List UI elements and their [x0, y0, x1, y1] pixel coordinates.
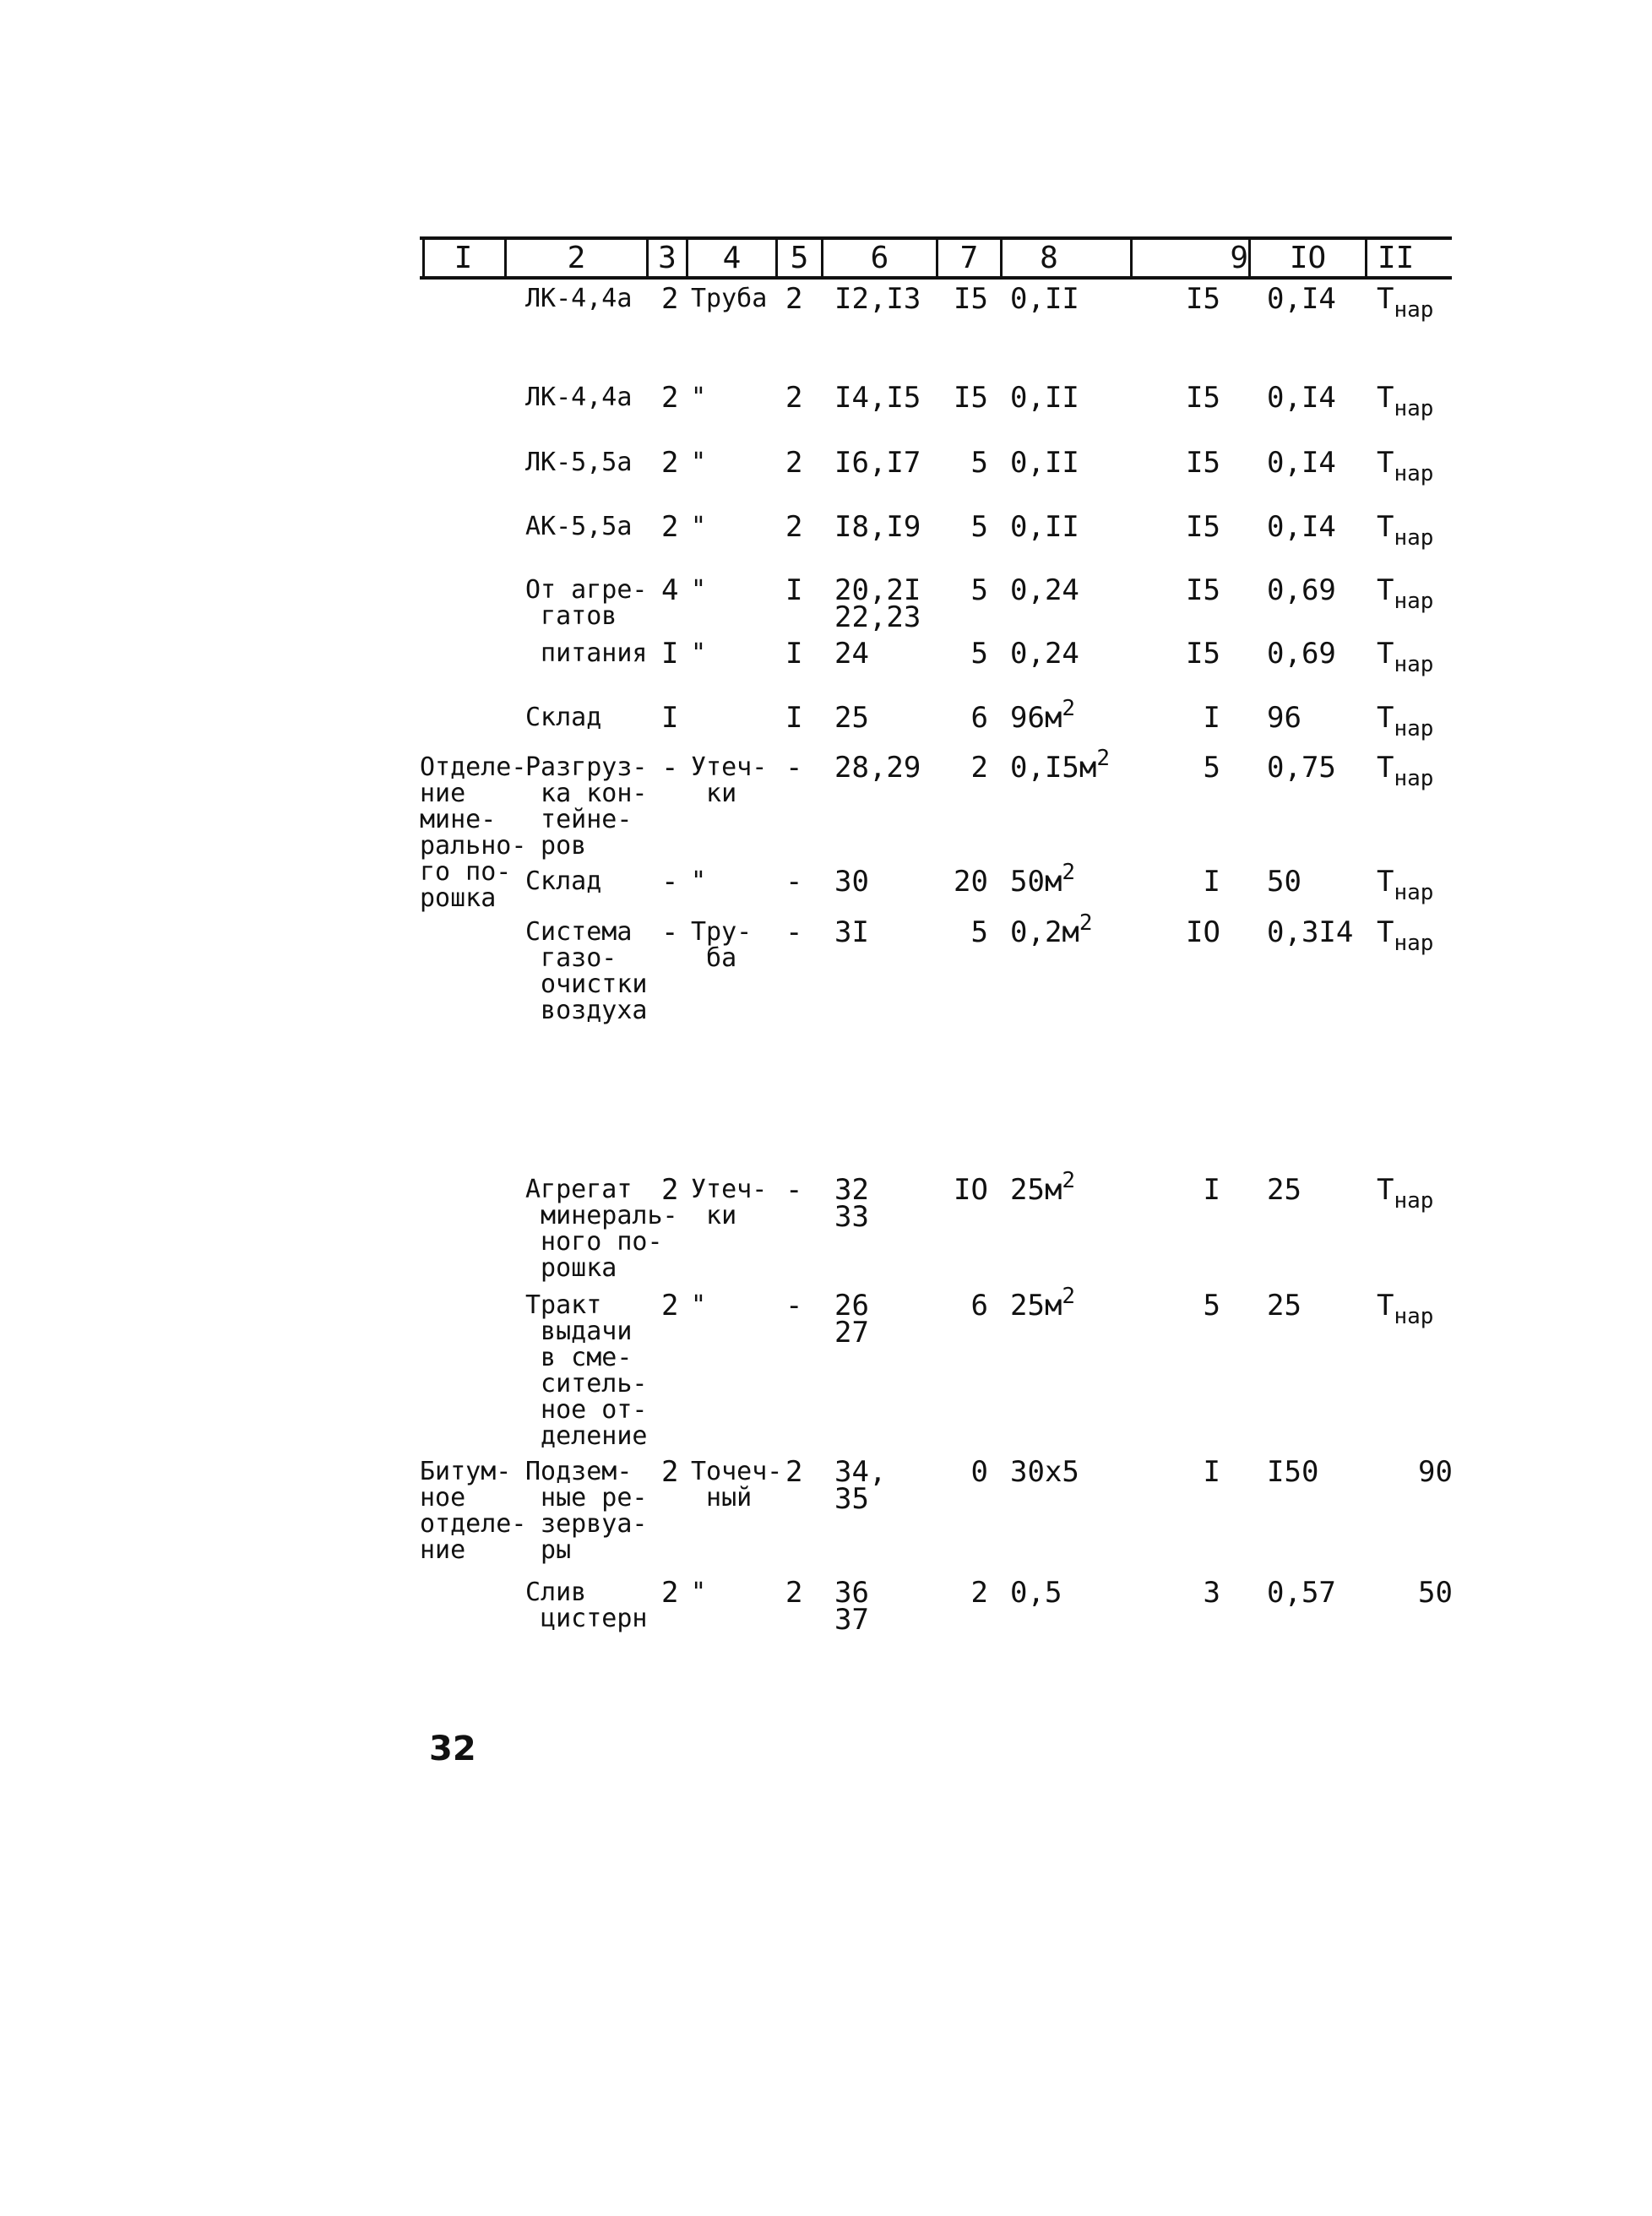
table-cell-col-8: 0,II: [1010, 510, 1079, 544]
column-header: 7: [959, 241, 979, 275]
column-header: II: [1378, 241, 1415, 275]
subscript: нар: [1394, 297, 1434, 323]
table-cell-col-7: 5: [970, 573, 988, 607]
table-cell-col-10: 25: [1267, 1289, 1301, 1323]
subscript: нар: [1394, 1304, 1434, 1329]
table-cell-col-5: -: [785, 1173, 803, 1207]
table-cell-col-6: I2,I3: [834, 282, 921, 316]
subscript: нар: [1394, 589, 1434, 614]
table-cell-col-3: 2: [661, 1173, 679, 1207]
table-cell-col-9: 5: [1203, 751, 1220, 785]
table-cell-col-3: 2: [661, 381, 679, 415]
table-cell-col-8: 0,24: [1010, 573, 1079, 607]
table-cell-col-4: ": [691, 1290, 707, 1320]
table-cell-col-7: I5: [954, 282, 988, 316]
table-cell-col-4: ": [691, 575, 707, 605]
table-cell-col-9: I5: [1186, 510, 1220, 544]
table-cell-col-5: 2: [785, 510, 803, 544]
subscript: нар: [1394, 461, 1434, 486]
table-cell-col-9: I: [1203, 1455, 1220, 1489]
table-cell-col-2: питания: [525, 638, 648, 668]
table-cell-col-2: Склад: [525, 703, 602, 732]
table-cell-col-10: 0,I4: [1267, 446, 1336, 480]
subscript: нар: [1394, 525, 1434, 551]
table-cell-col-5: 2: [785, 381, 803, 415]
table-cell-col-3: -: [661, 751, 679, 785]
table-cell-col-4: Точеч- ный: [691, 1457, 783, 1513]
table-cell-col-11: $Т_{нар}$: [1377, 637, 1434, 677]
table-cell-col-3: 2: [661, 510, 679, 544]
table-cell-col-7: 5: [970, 637, 988, 671]
table-cell-col-8: $96м^2$: [1010, 696, 1076, 735]
table-cell-col-6: 26 27: [834, 1289, 869, 1350]
table-cell-col-2: ЛК-4,4а: [525, 284, 633, 313]
column-header: 9: [1230, 241, 1248, 275]
table-cell-col-9: I5: [1186, 282, 1220, 316]
table-cell-col-9: I5: [1186, 573, 1220, 607]
subscript: нар: [1394, 766, 1434, 791]
table-cell-col-6: 34, 35: [834, 1455, 887, 1516]
table-cell-col-10: 96: [1267, 701, 1301, 735]
table-cell-col-3: I: [661, 637, 679, 671]
table-cell-col-9: I5: [1186, 637, 1220, 671]
table-cell-col-6: 24: [834, 637, 869, 671]
table-cell-col-3: I: [661, 701, 679, 735]
table-cell-col-9: I5: [1186, 446, 1220, 480]
table-cell-col-7: 20: [954, 865, 988, 899]
page-number: 32: [429, 1730, 476, 1768]
table-cell-col-2: Склад: [525, 866, 602, 896]
table-cell-col-4: ": [691, 448, 707, 477]
table-cell-col-5: -: [785, 751, 803, 785]
table-cell-col-11: $Т_{нар}$: [1377, 573, 1434, 614]
table-cell-col-8: 0,24: [1010, 637, 1079, 671]
table-cell-col-4: ": [691, 512, 707, 541]
table-cell-col-6: 20,2I 22,23: [834, 573, 921, 634]
table-cell-col-4: Утеч- ки: [691, 1175, 768, 1230]
table-cell-col-6: 36 37: [834, 1576, 869, 1637]
table-cell-col-11: $Т_{нар}$: [1377, 381, 1434, 421]
table-cell-col-3: 2: [661, 282, 679, 316]
superscript: 2: [1062, 1168, 1076, 1193]
table-cell-col-4: ": [691, 383, 707, 412]
column-header: 5: [790, 241, 809, 275]
table-cell-col-3: 2: [661, 1576, 679, 1610]
table-cell-col-5: I: [785, 637, 803, 671]
table-cell-col-7: 5: [970, 446, 988, 480]
column-header: 8: [1040, 241, 1058, 275]
table-cell-col-8: 30х5: [1010, 1455, 1079, 1489]
table-cell-col-11: 50: [1418, 1576, 1453, 1610]
table-cell-col-10: 0,69: [1267, 573, 1336, 607]
table-cell-col-7: 0: [970, 1455, 988, 1489]
table-cell-col-9: 5: [1203, 1289, 1220, 1323]
table-cell-col-2: От агре- гатов: [525, 575, 648, 631]
table-cell-col-10: I50: [1267, 1455, 1319, 1489]
table-cell-col-2: Система газо- очистки воздуха: [525, 917, 648, 1025]
table-cell-col-2: ЛК-5,5а: [525, 448, 633, 477]
table-cell-col-9: I5: [1186, 381, 1220, 415]
table-cell-col-7: I5: [954, 381, 988, 415]
table-cell-col-9: I: [1203, 865, 1220, 899]
table-cell-col-8: 0,5: [1010, 1576, 1062, 1610]
table-cell-col-6: 28,29: [834, 751, 921, 785]
table-cell-col-3: 2: [661, 446, 679, 480]
subscript: нар: [1394, 652, 1434, 677]
column-header: 4: [722, 241, 742, 275]
column-header: 6: [870, 241, 889, 275]
table-cell-col-3: 4: [661, 573, 679, 607]
table-cell-col-5: -: [785, 915, 803, 949]
table-cell-col-11: $Т_{нар}$: [1377, 915, 1434, 956]
table-cell-col-6: 3I: [834, 915, 869, 949]
table-cell-col-10: 0,69: [1267, 637, 1336, 671]
table-cell-col-10: 25: [1267, 1173, 1301, 1207]
table-cell-col-7: 5: [970, 915, 988, 949]
table-cell-col-6: I4,I5: [834, 381, 921, 415]
table-cell-col-4: ": [691, 866, 707, 896]
table-cell-col-8: $0,I5м^2$: [1010, 746, 1111, 785]
table-cell-col-8: $0,2м^2$: [1010, 910, 1093, 949]
table-cell-col-1: Битум- ное отделе- ние: [420, 1457, 527, 1565]
table-cell-col-10: 50: [1267, 865, 1301, 899]
table-cell-col-5: 2: [785, 1455, 803, 1489]
table-cell-col-10: 0,75: [1267, 751, 1336, 785]
table-cell-col-2: Разгруз- ка кон- тейне- ров: [525, 752, 648, 861]
table-cell-col-11: 90: [1418, 1455, 1453, 1489]
column-header: I: [454, 241, 473, 275]
table-cell-col-4: Тру- ба: [691, 917, 753, 973]
table-cell-col-8: $25м^2$: [1010, 1168, 1076, 1207]
table-cell-col-2: Подзем- ные ре- зервуа- ры: [525, 1457, 648, 1565]
superscript: 2: [1096, 746, 1111, 771]
table-cell-col-1: Отделе- ние мине- рально- го по- рошка: [420, 752, 527, 913]
table-cell-col-8: 0,II: [1010, 446, 1079, 480]
superscript: 2: [1062, 1284, 1076, 1309]
table-cell-col-6: I8,I9: [834, 510, 921, 544]
table-cell-col-11: $Т_{нар}$: [1377, 282, 1434, 323]
table-cell-col-2: ЛК-4,4а: [525, 383, 633, 412]
table-cell-col-11: $Т_{нар}$: [1377, 701, 1434, 741]
subscript: нар: [1394, 880, 1434, 905]
superscript: 2: [1062, 860, 1076, 885]
table-cell-col-2: Слив цистерн: [525, 1578, 648, 1633]
table-cell-col-10: 0,I4: [1267, 381, 1336, 415]
subscript: нар: [1394, 396, 1434, 421]
table-cell-col-11: $Т_{нар}$: [1377, 865, 1434, 905]
table-cell-col-11: $Т_{нар}$: [1377, 1173, 1434, 1214]
subscript: нар: [1394, 716, 1434, 741]
table-cell-col-5: -: [785, 1289, 803, 1323]
table-cell-col-3: -: [661, 915, 679, 949]
table-cell-col-10: 0,I4: [1267, 282, 1336, 316]
table-cell-col-8: $50м^2$: [1010, 860, 1076, 899]
table-cell-col-5: I: [785, 573, 803, 607]
subscript: нар: [1394, 931, 1434, 956]
table-cell-col-9: 3: [1203, 1576, 1220, 1610]
table-cell-col-10: 0,57: [1267, 1576, 1336, 1610]
table-cell-col-6: I6,I7: [834, 446, 921, 480]
table-cell-col-7: 6: [970, 1289, 988, 1323]
table-cell-col-10: 0,I4: [1267, 510, 1336, 544]
table-cell-col-11: $Т_{нар}$: [1377, 1289, 1434, 1329]
column-header: 2: [567, 241, 586, 275]
table-cell-col-11: $Т_{нар}$: [1377, 510, 1434, 551]
table-cell-col-7: 5: [970, 510, 988, 544]
table-cell-col-9: I: [1203, 701, 1220, 735]
table-cell-col-4: ": [691, 638, 707, 668]
column-header: IO: [1289, 241, 1327, 275]
table-cell-col-5: 2: [785, 282, 803, 316]
table-cell-col-9: I: [1203, 1173, 1220, 1207]
table-cell-col-8: 0,II: [1010, 381, 1079, 415]
table-cell-col-3: 2: [661, 1289, 679, 1323]
table-cell-col-11: $Т_{нар}$: [1377, 446, 1434, 486]
table-cell-col-7: 2: [970, 1576, 988, 1610]
table-cell-col-7: IO: [954, 1173, 988, 1207]
table-cell-col-7: 2: [970, 751, 988, 785]
table-cell-col-6: 32 33: [834, 1173, 869, 1234]
superscript: 2: [1079, 910, 1093, 936]
table-cell-col-4: Труба: [691, 284, 768, 313]
table-cell-col-5: 2: [785, 1576, 803, 1610]
table-cell-col-3: 2: [661, 1455, 679, 1489]
table-cell-col-5: I: [785, 701, 803, 735]
table-cell-col-10: 0,3I4: [1267, 915, 1354, 949]
column-header: 3: [658, 241, 677, 275]
table-cell-col-3: -: [661, 865, 679, 899]
table-cell-col-2: АК-5,5а: [525, 512, 633, 541]
table-cell-col-5: -: [785, 865, 803, 899]
table-cell-col-8: $25м^2$: [1010, 1284, 1076, 1323]
table-cell-col-7: 6: [970, 701, 988, 735]
table-cell-col-6: 25: [834, 701, 869, 735]
superscript: 2: [1062, 696, 1076, 721]
table-cell-col-8: 0,II: [1010, 282, 1079, 316]
table-cell-col-2: Тракт выдачи в сме- ситель- ное от- деление: [525, 1290, 648, 1451]
table-cell-col-9: IO: [1186, 915, 1220, 949]
subscript: нар: [1394, 1188, 1434, 1214]
table-cell-col-5: 2: [785, 446, 803, 480]
table-cell-col-4: Утеч- ки: [691, 752, 768, 808]
table-cell-col-11: $Т_{нар}$: [1377, 751, 1434, 791]
table-cell-col-4: ": [691, 1578, 707, 1607]
table-cell-col-6: 30: [834, 865, 869, 899]
table-cell-col-2: Агрегат минераль- ного по- рошка: [525, 1175, 678, 1283]
